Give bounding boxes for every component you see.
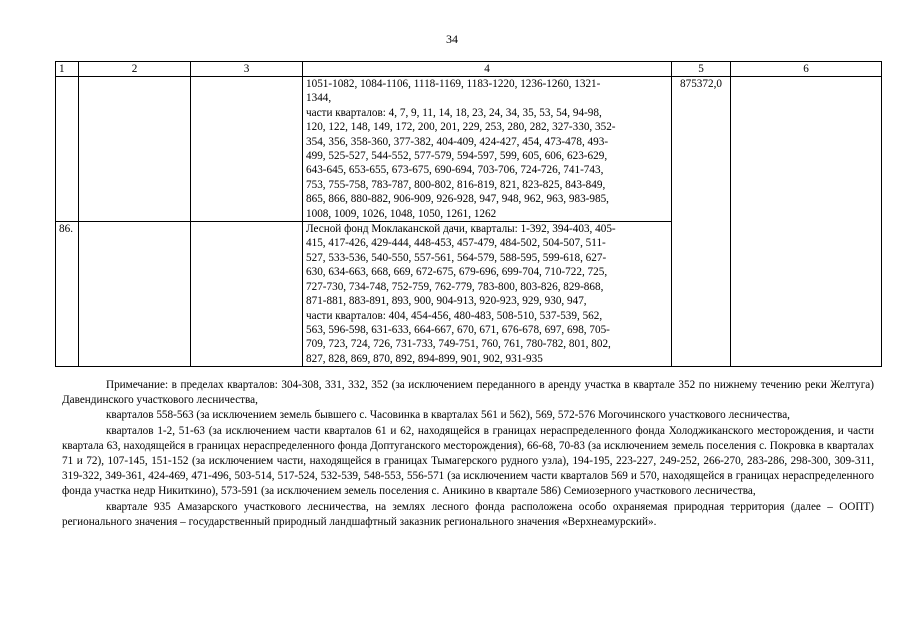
text-line: части кварталов: 404, 454-456, 480-483, 508-510, 537-539, 562, [306, 309, 603, 322]
text-line: 527, 533-536, 540-550, 557-561, 564-579, 588-595, 599-618, 627- [306, 251, 607, 264]
note-paragraph: кварталов 558-563 (за исключением земель бывшего с. Часовинка в кварталах 561 и 562), 569, 572-576 Могочинского участкового лесничества, [106, 409, 790, 422]
area-cell: 875372,0 [672, 77, 731, 367]
text-line: 415, 417-426, 429-444, 448-453, 457-479, 484-502, 504-507, 511- [306, 237, 606, 250]
column-header: 4 [303, 62, 672, 77]
row-number-cell: 86. [56, 222, 79, 367]
text-line: 1008, 1009, 1026, 1048, 1050, 1261, 1262 [306, 207, 497, 220]
text-line: 354, 356, 358-360, 377-382, 404-409, 424-427, 454, 473-478, 493- [306, 135, 609, 148]
table-header-row [56, 62, 882, 77]
row-number-cell [56, 77, 79, 222]
text-line: 727-730, 734-748, 752-759, 762-779, 783-800, 803-826, 829-868, [306, 280, 604, 293]
column-header: 5 [672, 62, 731, 77]
table-row [56, 77, 882, 222]
quarters-table [55, 61, 882, 367]
text-line: 709, 723, 724, 726, 731-733, 749-751, 760, 761, 780-782, 801, 802, [306, 338, 611, 351]
column-header: 2 [79, 62, 191, 77]
text-line: Лесной фонд Моклаканской дачи, кварталы: 1-392, 394-403, 405- [306, 223, 616, 236]
text-line: 827, 828, 869, 870, 892, 894-899, 901, 902, 931-935 [306, 352, 543, 365]
text-line: 1344, [306, 92, 332, 105]
notes-section [62, 378, 874, 530]
text-line: 120, 122, 148, 149, 172, 200, 201, 229, 253, 280, 282, 327-330, 352- [306, 121, 616, 134]
text-line: 753, 755-758, 783-787, 800-802, 816-819, 821, 823-825, 843-849, [306, 178, 606, 191]
column-header: 6 [731, 62, 882, 77]
column-header: 3 [191, 62, 303, 77]
text-line: 630, 634-663, 668, 669, 672-675, 679-696, 699-704, 710-722, 725, [306, 266, 608, 279]
text-line: 1051-1082, 1084-1106, 1118-1169, 1183-1220, 1236-1260, 1321- [306, 78, 601, 90]
note-paragraph: кварталов 1-2, 51-63 (за исключением части кварталов 61 и 62, находящейся в границах нераспределенного фонда Холоджиканского месторождения, и части квартала 63, находящейся в границах нераспределенного фонда Доптуганского месторождения), 66-68, 70-83 (за исключением земель поселения с. Покровка в кварталах 71 и 72), 107-145, 151-152 (за исключением части, находящейся в границах Тымагерского рудного узла), 194-195, 223-227, 249-252, 266-270, 283-286, 298-300, 309-311, 319-322, 349-361, 424-469, 471-496, 503-514, 517-524, 532-539, 548-553, 556-571 (за исключением части кварталов 569 и 570, находящейся в границах нераспределенного фонда участка недр Никиткино), 573-591 (за исключением земель поселения с. Аникино в квартале 586) Семиозерного участкового лесничества, [62, 424, 874, 498]
page-number: 34 [446, 32, 458, 46]
text-line: части кварталов: 4, 7, 9, 11, 14, 18, 23, 24, 34, 35, 53, 54, 94-98, [306, 106, 602, 119]
row-cell [79, 77, 191, 222]
quarters-description-cell [303, 77, 672, 222]
quarters-description-cell [303, 222, 672, 367]
text-line: 563, 596-598, 631-633, 664-667, 670, 671, 676-678, 697, 698, 705- [306, 323, 610, 336]
notes-cell [731, 77, 882, 367]
column-header: 1 [56, 62, 79, 77]
text-line: 643-645, 653-655, 673-675, 690-694, 703-706, 724-726, 741-743, [306, 164, 604, 177]
row-cell [191, 77, 303, 222]
row-cell [191, 222, 303, 367]
note-paragraph: квартале 935 Амазарского участкового лесничества, на землях лесного фонда расположена особо охраняемая природная территория (далее – ООПТ) регионального значения – государственный природный ландшафтный заказник регионального значения «Верхнеамурский». [62, 500, 874, 528]
row-cell [79, 222, 191, 367]
text-line: 499, 525-527, 544-552, 577-579, 594-597, 599, 605, 606, 623-629, [306, 150, 608, 163]
text-line: 865, 866, 880-882, 906-909, 926-928, 947, 948, 962, 963, 983-985, [306, 193, 609, 206]
text-line: 871-881, 883-891, 893, 900, 904-913, 920-923, 929, 930, 947, [306, 295, 587, 308]
note-paragraph: Примечание: в пределах кварталов: 304-308, 331, 332, 352 (за исключением переданного в аренду участка в квартале 352 по нижнему течению реки Желтуга) Давендинского участкового лесничества, [62, 379, 874, 407]
